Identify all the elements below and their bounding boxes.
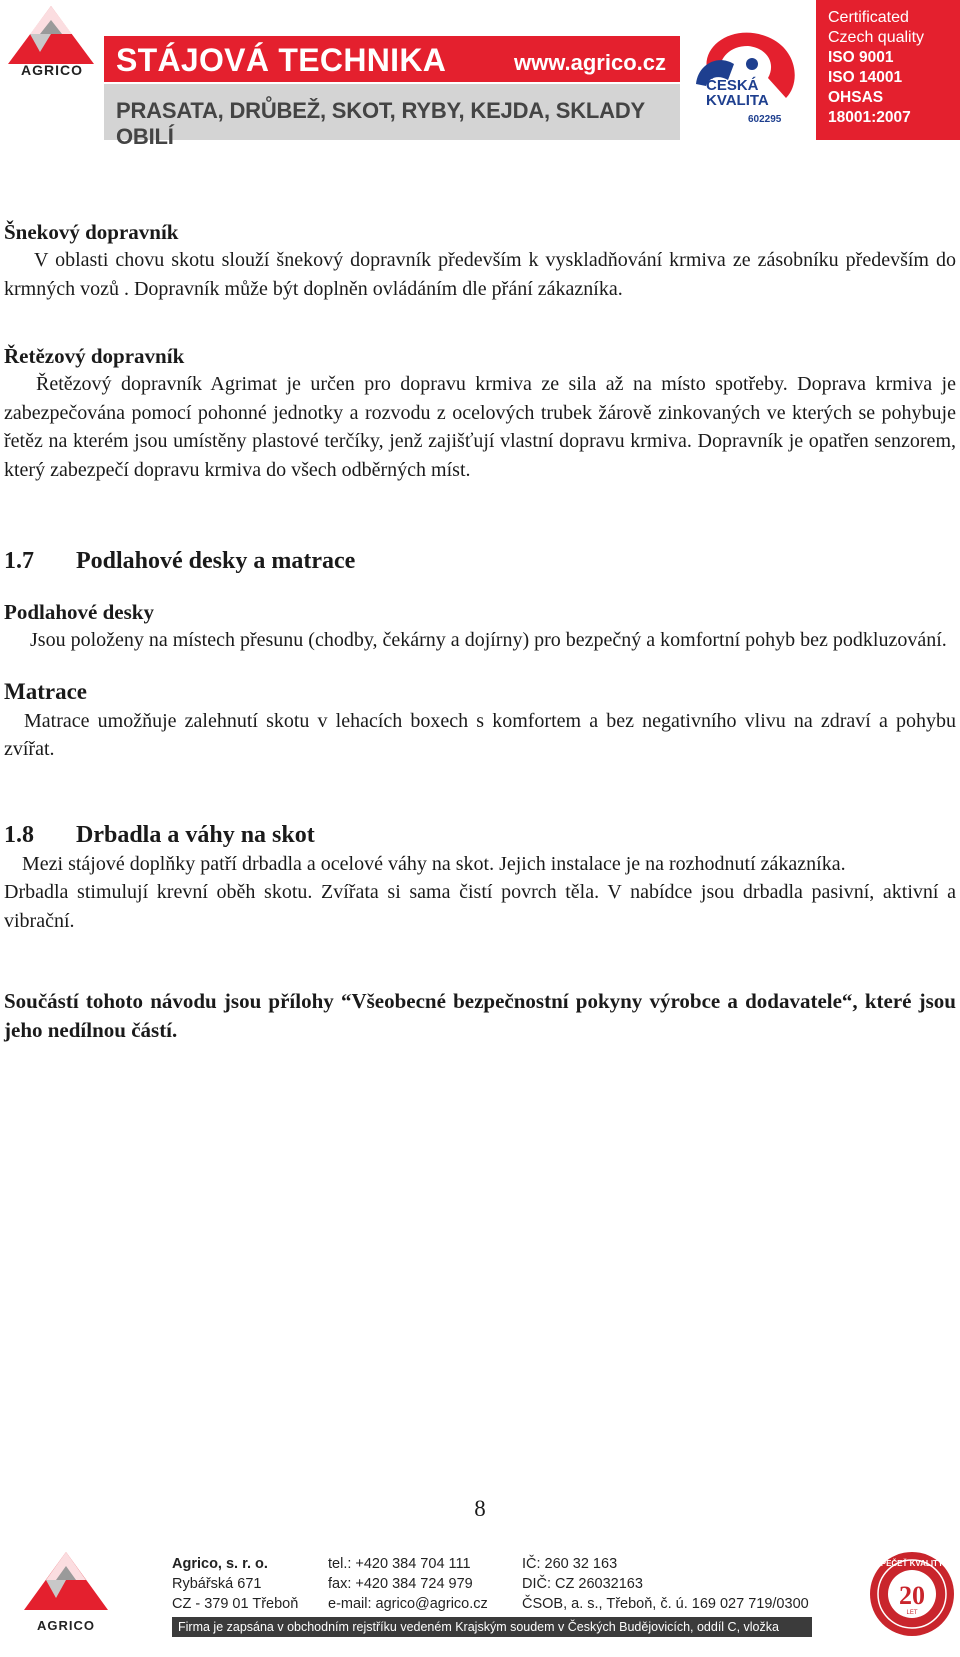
seal-text: PEČEŤ KVALITY [880,1559,944,1568]
chapter-number: 1.7 [4,548,34,574]
paragraph-drbadla-2: Drbadla stimulují krevní oběh skotu. Zvířata si sama čistí povrch těla. V nabídce jsou drbadla pasivní, aktivní a vibrační. [4,881,956,932]
certification-box: Certificated Czech quality ISO 9001 ISO 14001 OHSAS 18001:2007 [816,0,960,140]
paragraph-podlahove: Jsou položeny na místech přesunu (chodby, čekárny a dojírny) pro bezpečný a komfortní pohyb bez podkluzování. [30,629,947,651]
quality-seal-icon [866,1550,958,1638]
title-banner [104,36,680,82]
paragraph-retezovy: Řetězový dopravník Agrimat je určen pro dopravu krmiva ze sila až na místo spotřeby. Doprava krmiva je zabezpečována pomocí pohonné jednotky a rozvodu z ocelových trubek žárově zinkovaných ve kterých se pohybuje řetěz na kterém jsou umístěny plastové terčíky, jenž zajišťují vlastní dopravu krmiva. Dopravník je opatřen senzorem, který zabezpečí dopravu krmiva do všech odběrných míst. [4,373,956,481]
chapter-title: Drbadla a váhy na skot [76,821,315,848]
czech-quality-label: ČESKÁ KVALITA [706,77,769,109]
section-heading-snekovy: Šnekový dopravník [4,220,179,244]
page-header [0,0,960,149]
footer-email[interactable]: e-mail: agrico@agrico.cz [328,1596,488,1612]
section-heading-matrace: Matrace [4,678,87,704]
chapter-number: 1.8 [4,821,34,848]
czech-quality-number: 602295 [748,114,782,125]
chapter-heading-1-7 [4,546,956,576]
footer-company: Agrico, s. r. o. Rybářská 671 CZ - 379 01 Třeboň [172,1556,299,1612]
agrico-brand-text: AGRICO [21,62,83,78]
chapter-heading-1-8 [4,820,956,850]
footer-ids: IČ: 260 32 163 DIČ: CZ 26032163 ČSOB, a. s., Třeboň, č. ú. 169 027 719/0300 [522,1556,809,1612]
section-heading-retezovy: Řetězový dopravník [4,344,185,368]
footer-agrico-logo-icon [18,1548,114,1622]
paragraph-matrace: Matrace umožňuje zalehnutí skotu v lehacích boxech s komfortem a bez negativního vlivu na zdraví a pohybu zvířat. [4,709,956,760]
banner-url[interactable]: www.agrico.cz [513,50,666,75]
footer-brand-text: AGRICO [37,1618,95,1633]
footer-registration: Firma je zapsána v obchodním rejstříku vedeném Krajským soudem v Českých Budějovicích, oddíl C, vložka 10143 [172,1617,812,1637]
page-number: 8 [474,1496,486,1521]
chapter-title: Podlahové desky a matrace [76,548,356,574]
seal-number: 20 [899,1581,925,1610]
banner-subtitle: PRASATA, DRŮBEŽ, SKOT, RYBY, KEJDA, SKLADY OBILÍ [116,98,645,149]
section-heading-podlahove: Podlahové desky [4,600,154,624]
paragraph-drbadla-1: Mezi stájové doplňky patří drbadla a ocelové váhy na skot. Jejich instalace je na rozhodnutí zákazníka. [22,852,846,875]
paragraph-snekovy: V oblasti chovu skotu slouží šnekový dopravník především k vyskladňování krmiva ze zásobníku především do krmných vozů . Dopravník může být doplněn ovládáním dle přání zákazníka. [4,249,956,300]
footer-contact: tel.: +420 384 704 111 fax: +420 384 724 979 e-mail: agrico@agrico.cz [328,1556,488,1612]
banner-title: STÁJOVÁ TECHNIKA [116,42,447,78]
seal-sub: LET [906,1610,918,1616]
closing-note: Součástí tohoto návodu jsou přílohy “Všeobecné bezpečnostní pokyny výrobce a dodavatele“, které jsou jeho nedílnou částí. [4,989,956,1042]
subtitle-banner [104,84,680,149]
document-body [4,218,956,1044]
